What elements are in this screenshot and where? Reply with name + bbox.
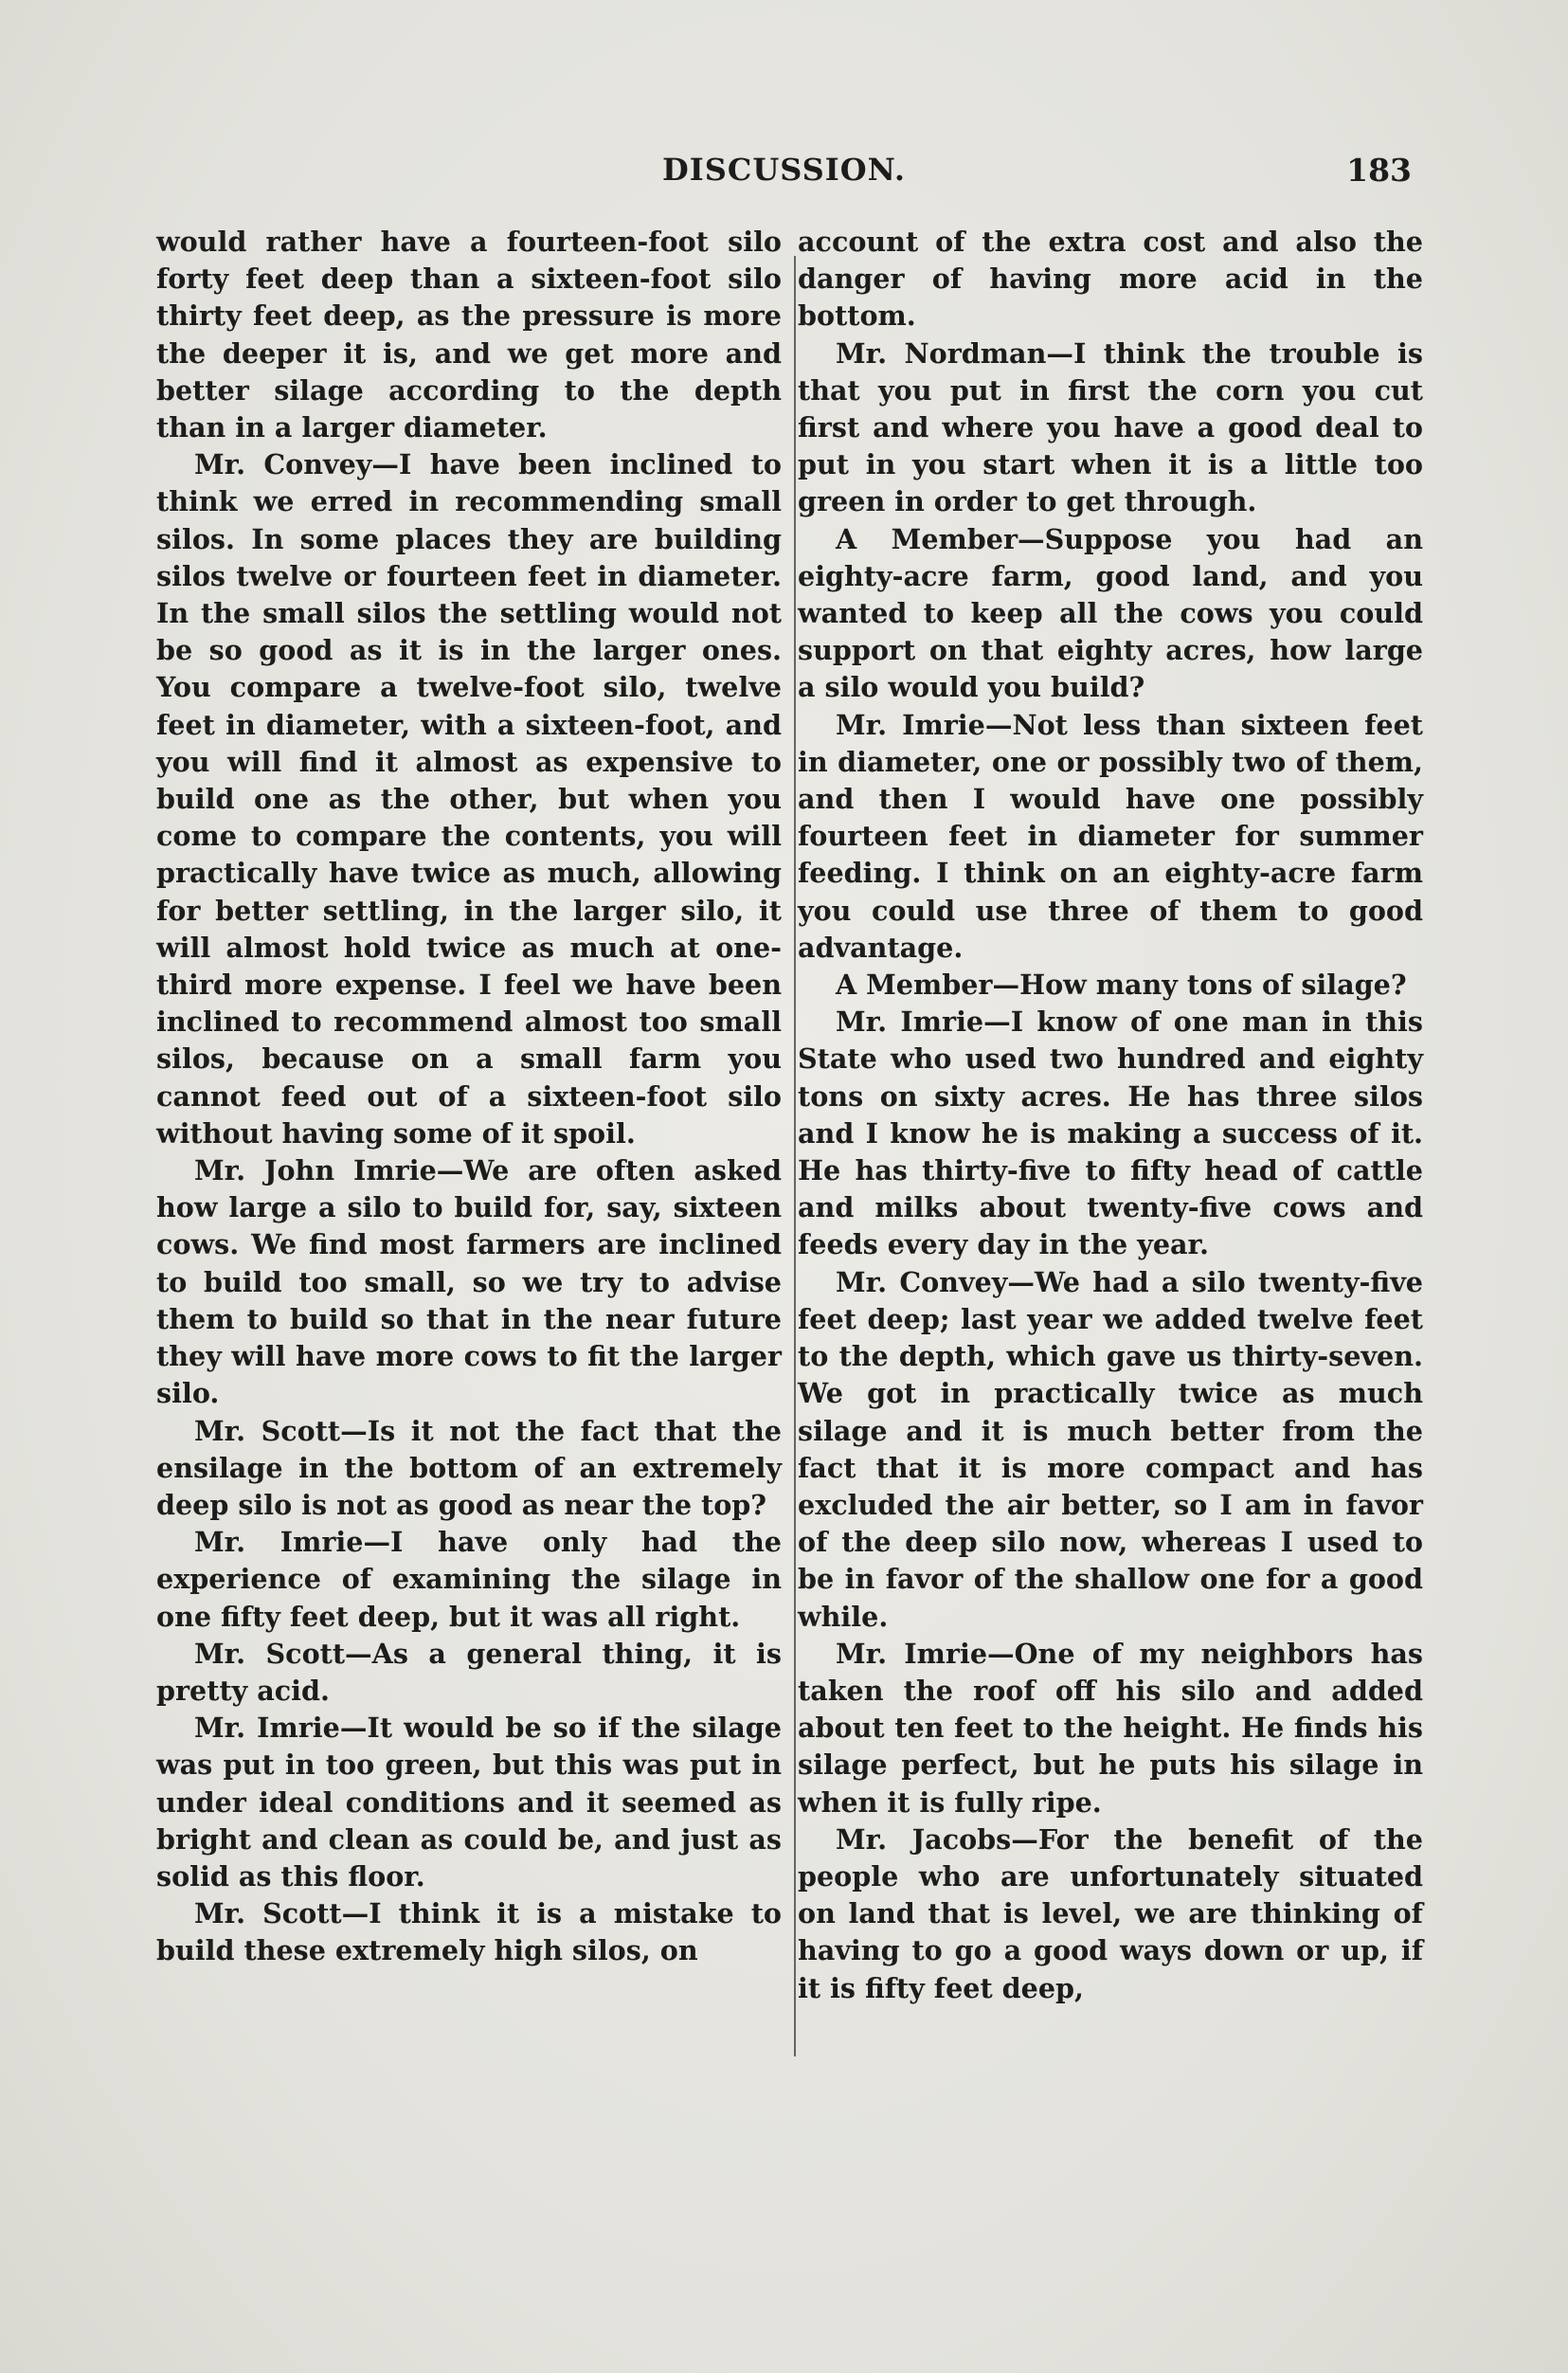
paragraph: Mr. Scott—As a general thing, it is pretty acid. (156, 1637, 782, 1707)
paragraph: account of the extra cost and also the danger of having more acid in the bottom. (798, 226, 1423, 333)
paragraph: Mr. Scott—I think it is a mistake to build these extremely high silos, on (156, 1897, 782, 1967)
paragraph: Mr. Imrie—I know of one man in this State who used two hundred and eighty tons on sixty acres. He has three silos and I know he is making a success of it. He has thirty-five to fifty head of cattle and milks about twenty-five cows and feeds every day in the year. (798, 1005, 1423, 1261)
left-column (156, 224, 782, 1970)
paragraph: Mr. Imrie—One of my neighbors has taken the roof off his silo and added about ten feet to the height. He finds his silage perfect, but he puts his silage in when it is fully ripe. (798, 1637, 1423, 1819)
paragraph: Mr. Convey—I have been inclined to think we erred in recommending small silos. In some places they are building silos twelve or fourteen feet in diameter. In the small silos the settling would not be so good as it is in the larger ones. You compare a twelve-foot silo, twelve feet in diameter, with a sixteen-foot, and you will find it almost as expensive to build one as the other, but when you come to compare the contents, you will practically have twice as much, allowing for better settling, in the larger silo, it will almost hold twice as much at one-third more expense. I feel we have been inclined to recommend almost too small silos, because on a small farm you cannot feed out of a sixteen-foot silo without having some of it spoil. (156, 448, 782, 1150)
paragraph: would rather have a fourteen-foot silo forty feet deep than a sixteen-foot silo thirty feet deep, as the pressure is more the deeper it is, and we get more and better silage according to the depth than in a larger diameter. (156, 226, 782, 444)
paragraph: Mr. Scott—Is it not the fact that the ensilage in the bottom of an extremely deep silo is not as good as near the top? (156, 1414, 782, 1521)
paragraph: A Member—How many tons of silage? (836, 969, 1407, 1002)
paragraph: Mr. Convey—We had a silo twenty-five feet deep; last year we added twelve feet to the depth, which gave us thirty-seven. We got in practically twice as much silage and it is much better from the fact that it is more compact and has excluded the air better, so I am in favor of the deep silo now, whereas I used to be in favor of the shallow one for a good while. (798, 1265, 1423, 1633)
paragraph: Mr. Nordman—I think the trouble is that you put in first the corn you cut first and where you have a good deal to put in you start when it is a little too green in order to get through. (798, 336, 1423, 518)
page-header (156, 152, 1412, 199)
column-divider (794, 256, 796, 2056)
paragraph: A Member—Suppose you had an eighty-acre farm, good land, and you wanted to keep all the cows you could support on that eighty acres, how large a silo would you build? (798, 522, 1423, 704)
paragraph: Mr. Imrie—I have only had the experience of examining the silage in one fifty feet deep, but it was all right. (156, 1526, 782, 1633)
running-head: DISCUSSION. (662, 152, 906, 188)
paragraph: Mr. Imrie—It would be so if the silage was put in too green, but this was put in under ideal conditions and it seemed as bright and clean as could be, and just as solid as this floor. (156, 1712, 782, 1893)
right-column (798, 224, 1423, 2007)
paragraph: Mr. Jacobs—For the benefit of the people who are unfortunately situated on land that is level, we are thinking of having to go a good ways down or up, if it is fifty feet deep, (798, 1822, 1423, 2004)
paragraph: Mr. Imrie—Not less than sixteen feet in diameter, one or possibly two of them, and then I would have one possibly fourteen feet in diameter for summer feeding. I think on an eighty-acre farm you could use three of them to good advantage. (798, 708, 1423, 964)
page-number: 183 (1346, 152, 1412, 189)
paragraph: Mr. John Imrie—We are often asked how large a silo to build for, say, sixteen cows. We find most farmers are inclined to build too small, so we try to advise them to build so that in the near future they will have more cows to fit the larger silo. (156, 1154, 782, 1410)
